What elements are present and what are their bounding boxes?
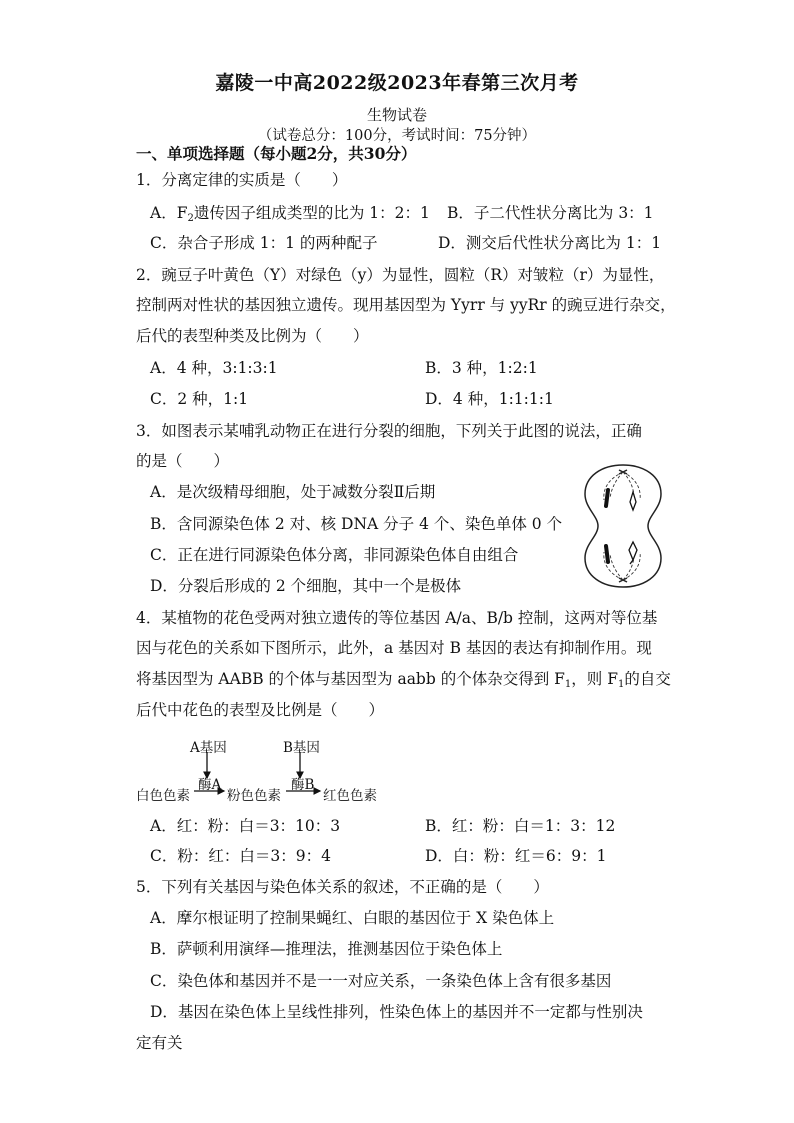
q5-option-a: A．摩尔根证明了控制果蝇红、白眼的基因位于 X 染色体上 (150, 909, 555, 927)
q3-option-b: B．含同源染色体 2 对、核 DNA 分子 4 个、染色单体 0 个 (150, 515, 563, 533)
q4-option-d: D．白：粉：红＝6：9：1 (425, 847, 607, 865)
q4-option-c: C．粉：红：白＝3：9：4 (150, 847, 331, 865)
q2-option-b: B．3 种，1:2:1 (425, 359, 538, 377)
q4-stem-line3 (136, 669, 671, 695)
white-pigment-label: 白色色素 (136, 788, 190, 804)
q1-option-d: D．测交后代性状分离比为 1：1 (438, 234, 662, 252)
pink-pigment-label: 粉色色素 (227, 788, 281, 804)
q1-stem: 1．分离定律的实质是（ ） (136, 171, 348, 189)
exam-meta: （试卷总分：100分，考试时间：75分钟） (257, 128, 537, 144)
exam-subject: 生物试卷 (366, 106, 427, 124)
bottom-chromosomes (606, 542, 637, 564)
q2-stem-line3: 后代的表型种类及比例为（ ） (136, 327, 369, 345)
q3-stem-line2: 的是（ ） (136, 452, 230, 470)
q4-l3-sub: 1 (564, 679, 572, 690)
q2-option-c: C．2 种，1:1 (150, 390, 249, 408)
q3-option-d: D．分裂后形成的 2 个细胞，其中一个是极体 (150, 577, 462, 595)
q5-option-b: B．萨顿利用演绎—推理法，推测基因位于染色体上 (150, 940, 503, 958)
q2-option-d: D．4 种，1:1:1:1 (425, 390, 554, 408)
spindle-fibers (604, 472, 640, 580)
red-pigment-label: 红色色素 (323, 788, 377, 804)
cell-membrane (585, 465, 661, 587)
pathway-arrows (190, 750, 330, 800)
q1-option-c: C．杂合子形成 1：1 的两种配子 (150, 234, 378, 252)
q4-l3-mid: ，则 F (571, 670, 618, 688)
section-heading: 一、单项选择题（每小题2分，共30分） (136, 144, 417, 163)
q5-option-d-line1: D．基因在染色体上呈线性排列，性染色体上的基因并不一定都与性别决 (150, 1003, 643, 1021)
dividing-cell-diagram (582, 462, 664, 590)
q3-stem-line1: 3．如图表示某哺乳动物正在进行分裂的细胞，下列关于此图的说法，正确 (136, 422, 642, 440)
q4-l3-post: 的自交 (624, 670, 671, 688)
q5-option-d-line2: 定有关 (136, 1034, 183, 1052)
q1-a-sub: 2 (187, 213, 194, 224)
q4-stem-line1: 4．某植物的花色受两对独立遗传的等位基因 A/a、B/b 控制，这两对等位基 (136, 609, 658, 627)
q4-l3-pre: 将基因型为 AABB 的个体与基因型为 aabb 的个体杂交得到 F (136, 670, 565, 688)
top-chromosomes (606, 490, 636, 510)
q2-stem-line2: 控制两对性状的基因独立遗传。现用基因型为 Yyrr 与 yyRr 的豌豆进行杂交， (136, 296, 676, 314)
q5-stem: 5．下列有关基因与染色体关系的叙述，不正确的是（ ） (136, 878, 549, 896)
q1-a-pre: A．F (150, 204, 188, 222)
q2-stem-line1: 2．豌豆子叶黄色（Y）对绿色（y）为显性，圆粒（R）对皱粒（r）为显性， (136, 266, 665, 284)
gene-b-label: B基因 (283, 740, 320, 756)
q4-option-a: A．红：粉：白＝3：10：3 (150, 817, 341, 835)
q4-l3-sub2: 1 (617, 679, 625, 690)
enzyme-b-label: 酶B (291, 777, 315, 793)
gene-a-label: A基因 (190, 740, 227, 756)
q4-option-b: B．红：粉：白＝1：3：12 (425, 817, 616, 835)
q1-option-b: B．子二代性状分离比为 3：1 (447, 204, 654, 222)
enzyme-a-label: 酶A (198, 777, 222, 793)
q3-option-c: C．正在进行同源染色体分离，非同源染色体自由组合 (150, 546, 519, 564)
q4-stem-line4: 后代中花色的表型及比例是（ ） (136, 701, 385, 719)
q1-option-a (150, 203, 430, 229)
q4-stem-line2: 因与花色的关系如下图所示，此外，a 基因对 B 基因的表达有抑制作用。现 (136, 639, 652, 657)
q1-a-post: 遗传因子组成类型的比为 1：2：1 (193, 204, 430, 222)
q3-option-a: A．是次级精母细胞，处于减数分裂Ⅱ后期 (150, 483, 436, 501)
q2-option-a: A．4 种，3:1:3:1 (150, 359, 278, 377)
q5-option-c: C．染色体和基因并不是一一对应关系，一条染色体上含有很多基因 (150, 972, 612, 990)
exam-title: 嘉陵一中高2022级2023年春第三次月考 (215, 72, 579, 94)
